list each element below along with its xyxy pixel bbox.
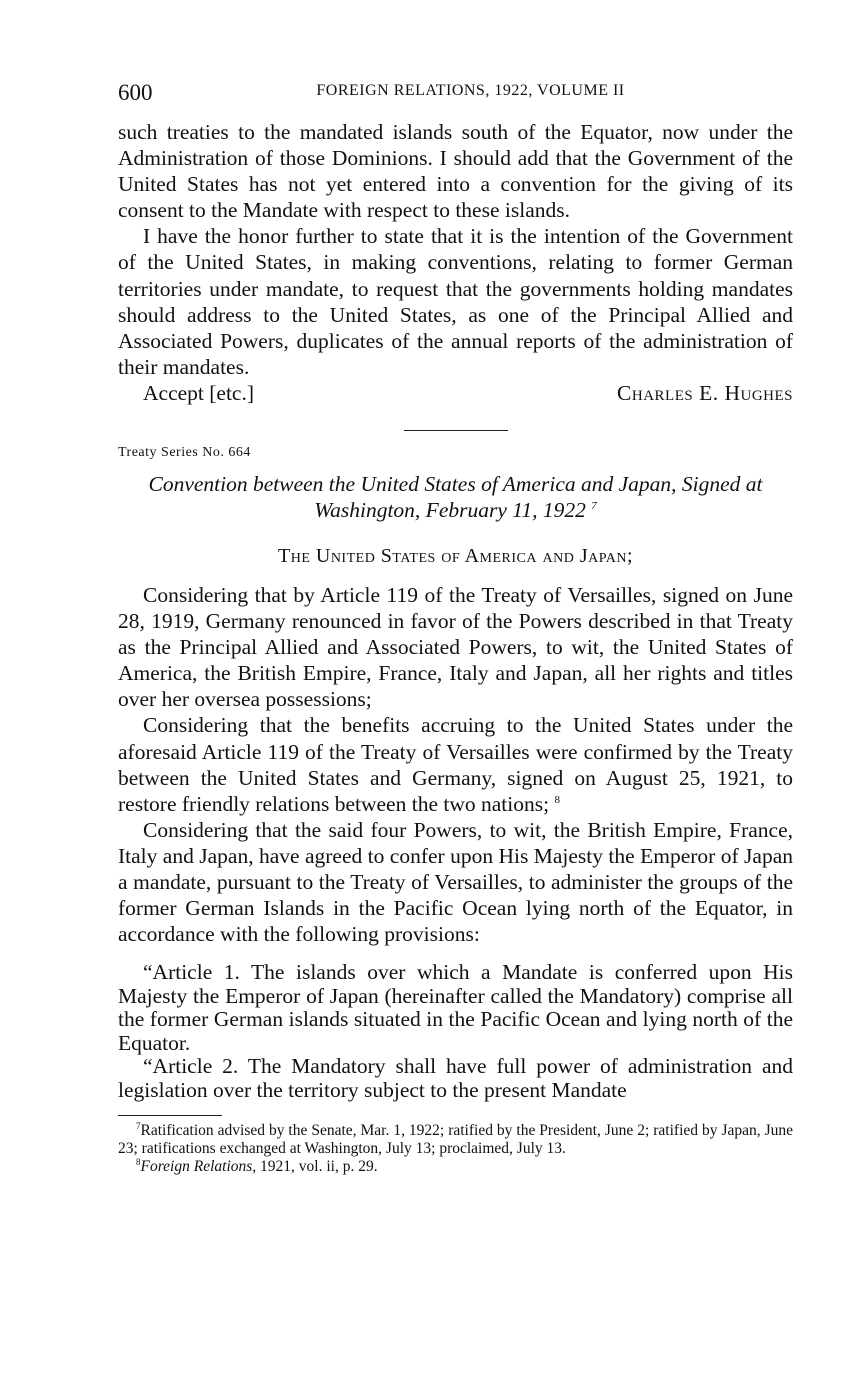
footnote-divider bbox=[118, 1115, 222, 1116]
closing-text: Accept [etc.] bbox=[143, 380, 255, 405]
letter-body bbox=[118, 119, 793, 380]
footnote-ref: 8 bbox=[554, 793, 560, 806]
articles bbox=[118, 961, 793, 1102]
consideration-paragraph: Considering that the benefits accruing to the United States under the aforesaid Article 119 of the Treaty of Versailles were confirmed by the Treaty between the United States and Germany, signed on August 25, 1921, to restore friendly relations between the two nations; $^8$ bbox=[118, 713, 793, 816]
consideration-paragraph: Considering that by Article 119 of the Treaty of Versailles, signed on June 28, 1919, Germany renounced in favor of the Powers described in that Treaty as the Principal Allied and Associated Powers, to wit, the United States of America, the British Empire, France, Italy and Japan, all her rights and titles over her oversea possessions; bbox=[118, 582, 793, 712]
convention-title-text: Convention between the United States of America and Japan, Signed at Washington, February 11, 1922 bbox=[148, 471, 763, 522]
footnote: $^7$Ratification advised by the Senate, Mar. 1, 1922; ratified by the President, June 2; ratified by Japan, June 23; ratifications exchanged at Washington, July 13; proclaimed, July 13. bbox=[118, 1121, 793, 1158]
footnotes bbox=[118, 1122, 793, 1176]
section-divider bbox=[404, 430, 508, 431]
footnote-source-title: Foreign Relations, bbox=[140, 1158, 257, 1176]
letter-closing bbox=[118, 380, 793, 406]
convention-title bbox=[118, 471, 793, 523]
signature: Charles E. Hughes bbox=[617, 380, 793, 405]
page-header bbox=[118, 78, 793, 108]
letter-paragraph: I have the honor further to state that it is the intention of the Government of the United States, in making conventions, relating to former German territories under mandate, to request that the governments holding mandates should address to the United States, as one of the Principal Allied and Associated Powers, duplicates of the annual reports of the administration of their mandates. bbox=[118, 224, 793, 379]
article-paragraph: “Article 1. The islands over which a Mandate is conferred upon His Majesty the Emperor of Japan (hereinafter called the Mandatory) comprise all the former German islands situated in the Pacific Ocean and lying north of the Equator. bbox=[118, 960, 793, 1055]
letter-paragraph: such treaties to the mandated islands south of the Equator, now under the Administration of those Dominions. I should add that the Government of the United States has not yet entered into a convention for the giving of its consent to the Mandate with respect to these islands. bbox=[118, 120, 793, 223]
document-page bbox=[118, 78, 793, 1176]
convention-parties: The United States of America and Japan; bbox=[278, 544, 633, 567]
preamble bbox=[118, 582, 793, 947]
footnote-mark: 7 bbox=[136, 1121, 141, 1132]
article-paragraph: “Article 2. The Mandatory shall have full power of administration and legislation over the territory subject to the present Mandate bbox=[118, 1054, 793, 1102]
treaty-series-label: Treaty Series No. 664 bbox=[118, 444, 251, 460]
footnote-ref: 7 bbox=[591, 499, 597, 512]
footnote-mark: 8 bbox=[136, 1157, 141, 1168]
running-title: FOREIGN RELATIONS, 1922, VOLUME II bbox=[316, 82, 625, 99]
consideration-paragraph: Considering that the said four Powers, to wit, the British Empire, France, Italy and Japan, have agreed to confer upon His Majesty the Emperor of Japan a mandate, pursuant to the Treaty of Versailles, to administer the groups of the former German Islands in the Pacific Ocean lying north of the Equator, in accordance with the following provisions: bbox=[118, 817, 793, 947]
page-number: 600 bbox=[118, 80, 153, 105]
footnote: $^8$Foreign Relations, 1921, vol. ii, p. 29. bbox=[136, 1157, 378, 1176]
